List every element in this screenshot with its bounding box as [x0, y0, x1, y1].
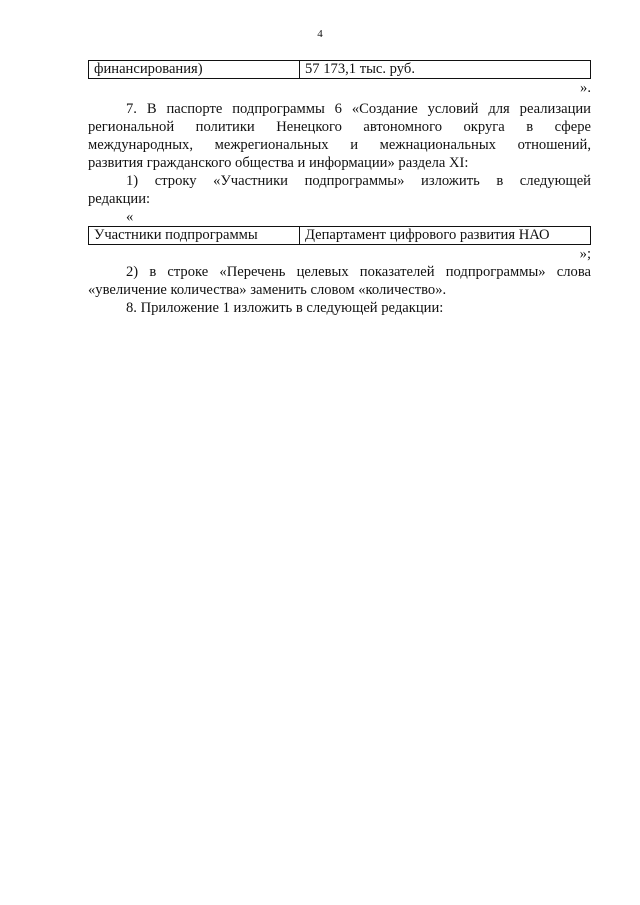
table-cell-label: финансирования) — [89, 61, 300, 79]
paragraph-item-8: 8. Приложение 1 изложить в следующей редакции: — [126, 300, 444, 316]
text-line: международных, межрегиональных и межнациональных отношений, — [88, 137, 591, 153]
paragraph-subitem-2 — [88, 263, 591, 299]
table-row — [89, 227, 591, 245]
paragraph-item-7 — [88, 100, 591, 172]
closing-quote: ». — [580, 80, 591, 96]
table-cell-value: 57 173,1 тыс. руб. — [300, 61, 591, 79]
financing-table — [88, 60, 591, 79]
table-cell-label: Участники подпрограммы — [89, 227, 300, 245]
text-line: 7. В паспорте подпрограммы 6 «Создание условий для реализации — [126, 101, 591, 117]
paragraph-subitem-1 — [88, 172, 591, 208]
table-row — [89, 61, 591, 79]
opening-quote: « — [126, 209, 134, 225]
text-line: «увеличение количества» заменить словом «количество». — [88, 282, 447, 298]
text-line: 1) строку «Участники подпрограммы» изложить в следующей — [126, 173, 591, 189]
text-line: 2) в строке «Перечень целевых показателей подпрограммы» слова — [126, 264, 591, 280]
text-line: редакции: — [88, 191, 151, 207]
participants-table — [88, 226, 591, 245]
closing-quote: »; — [579, 246, 591, 262]
text-line: региональной политики Ненецкого автономного округа в сфере — [88, 119, 591, 135]
page-number: 4 — [317, 28, 323, 40]
text-line: развития гражданского общества и информации» раздела XI: — [88, 155, 469, 171]
table-cell-value: Департамент цифрового развития НАО — [300, 227, 591, 245]
document-body — [88, 60, 591, 317]
